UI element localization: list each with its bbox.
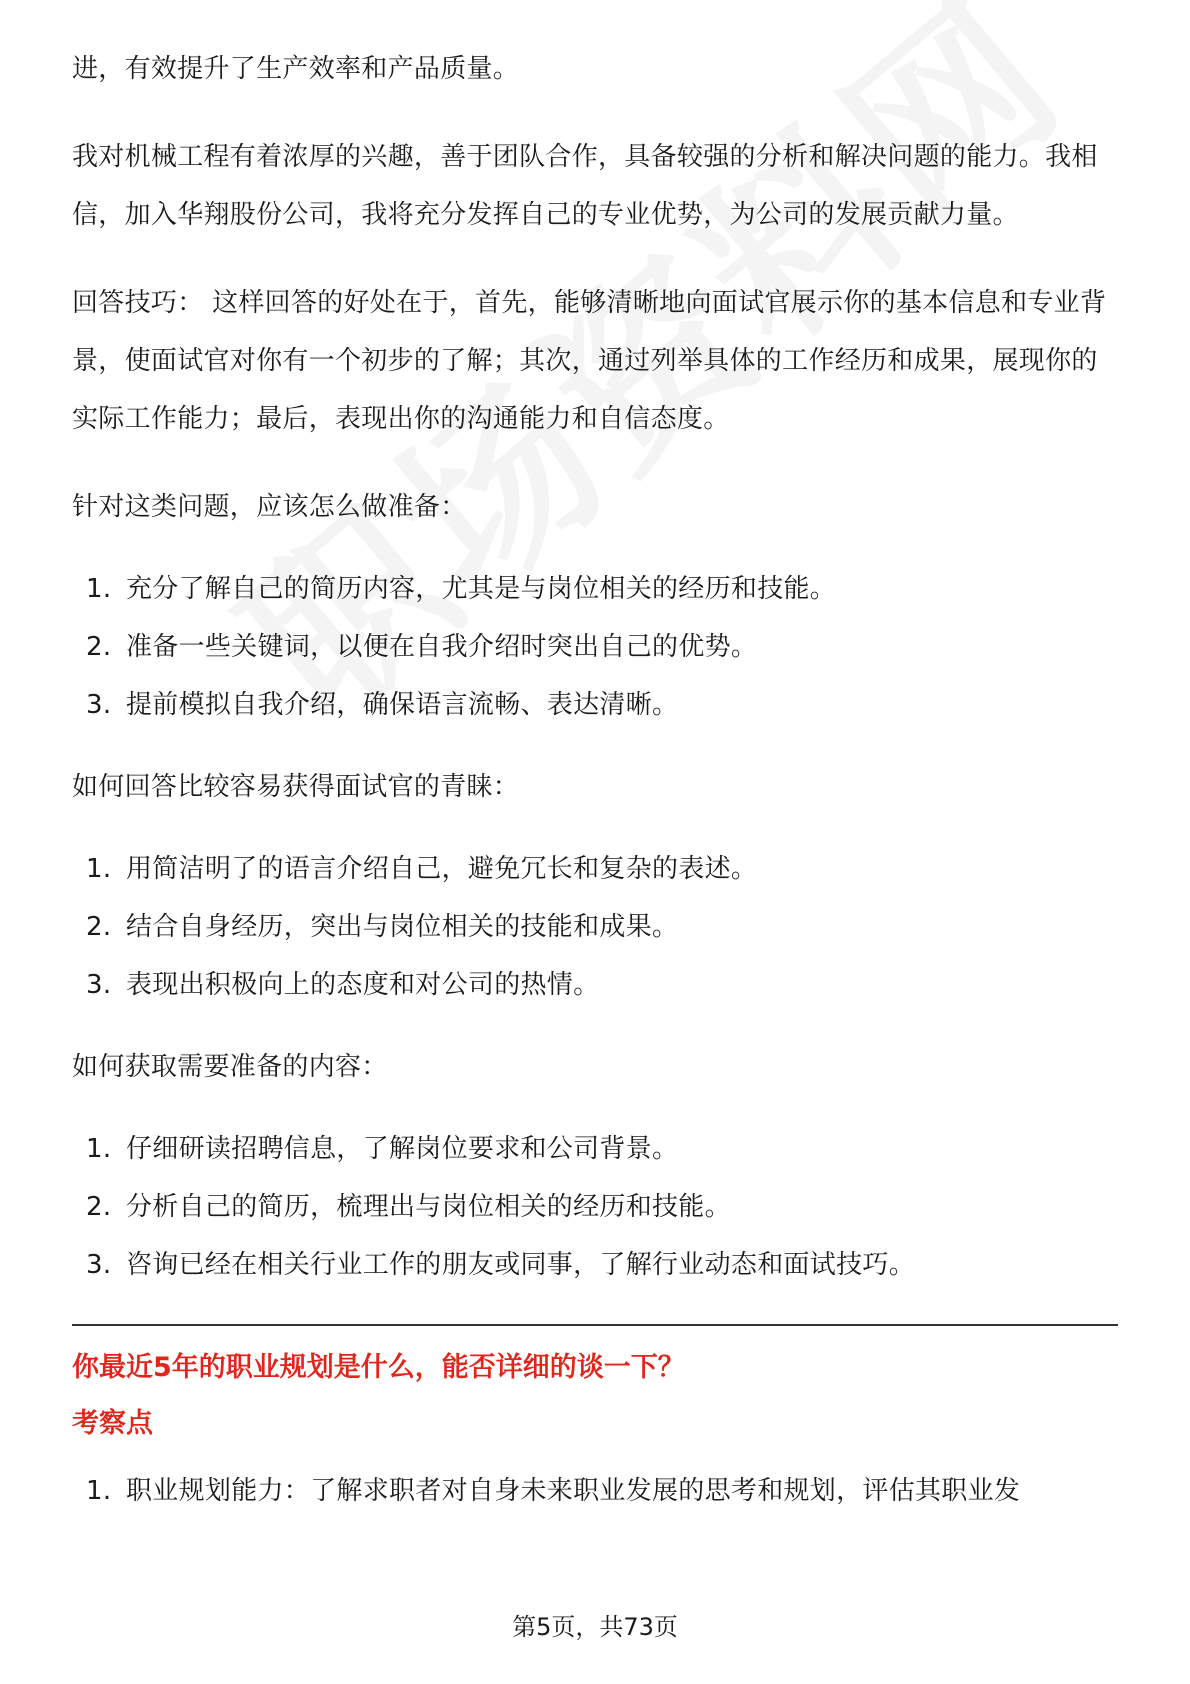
list-item: 2. 结合自身经历，突出与岗位相关的技能和成果。 (86, 912, 679, 942)
document-body (72, 40, 1118, 1520)
section-heading-preparation: 针对这类问题，应该怎么做准备： (72, 492, 467, 522)
answer-list (72, 840, 1118, 1014)
evaluation-points-list (72, 1462, 1118, 1520)
list-item: 1. 仔细研读招聘信息，了解岗位要求和公司背景。 (86, 1134, 679, 1164)
list-item: 3. 提前模拟自我介绍，确保语言流畅、表达清晰。 (86, 690, 679, 720)
obtain-list (72, 1120, 1118, 1294)
preparation-list (72, 560, 1118, 734)
paragraph-answer-tips: 回答技巧： 这样回答的好处在于，首先，能够清晰地向面试官展示你的基本信息和专业背景，使面试官对你有一个初步的了解；其次，通过列举具体的工作经历和成果，展现你的实际工作能力；最后，表现出你的沟通能力和自信态度。 (72, 288, 1107, 434)
section-heading-answer: 如何回答比较容易获得面试官的青睐： (72, 772, 520, 802)
question-subheading: 考察点 (72, 1408, 153, 1439)
list-item: 2. 分析自己的简历，梳理出与岗位相关的经历和技能。 (86, 1192, 731, 1222)
page-number: 第5页，共73页 (512, 1613, 678, 1641)
list-item: 1. 职业规划能力：了解求职者对自身未来职业发展的思考和规划，评估其职业发 (86, 1476, 1021, 1506)
question-title: 你最近5年的职业规划是什么，能否详细的谈一下？ (72, 1352, 685, 1383)
section-divider (72, 1324, 1118, 1326)
list-item: 1. 用简洁明了的语言介绍自己，避免冗长和复杂的表述。 (86, 854, 758, 884)
list-item: 3. 咨询已经在相关行业工作的朋友或同事，了解行业动态和面试技巧。 (86, 1250, 916, 1280)
paragraph-continuation: 进，有效提升了生产效率和产品质量。 (72, 54, 520, 84)
list-item: 2. 准备一些关键词，以便在自我介绍时突出自己的优势。 (86, 632, 758, 662)
list-item: 1. 充分了解自己的简历内容，尤其是与岗位相关的经历和技能。 (86, 574, 837, 604)
section-heading-obtain: 如何获取需要准备的内容： (72, 1052, 388, 1082)
list-item: 3. 表现出积极向上的态度和对公司的热情。 (86, 970, 600, 1000)
paragraph-interest: 我对机械工程有着浓厚的兴趣，善于团队合作，具备较强的分析和解决问题的能力。我相信，加入华翔股份公司，我将充分发挥自己的专业优势，为公司的发展贡献力量。 (72, 142, 1098, 230)
